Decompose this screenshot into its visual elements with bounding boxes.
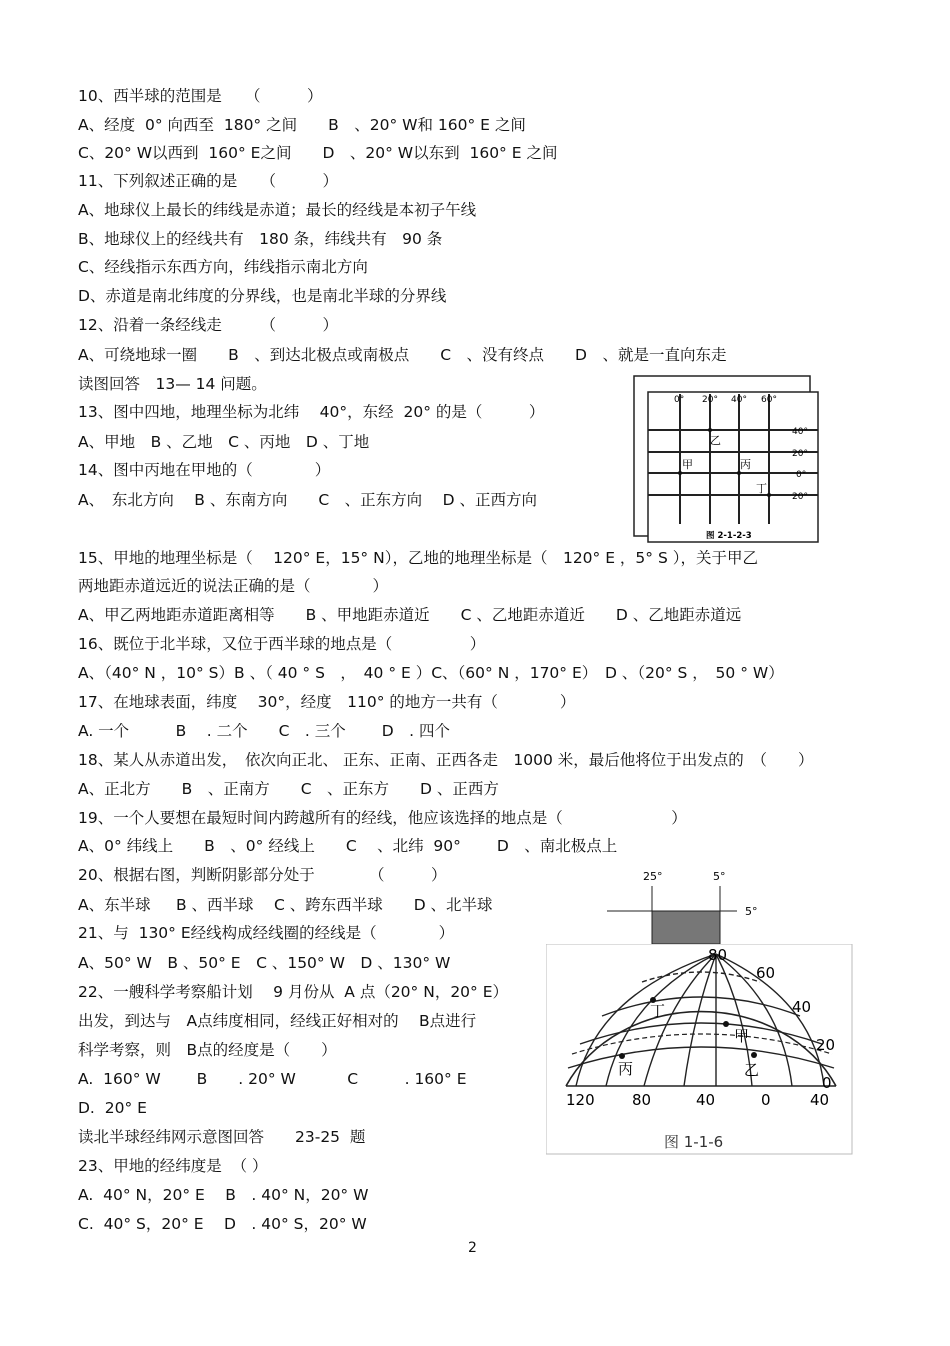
fig1-place-ding: 丁 <box>756 482 767 495</box>
fig3-place-bing: 丙 <box>618 1060 634 1078</box>
q13-14-intro: 读图回答 13— 14 问题。 <box>78 375 267 393</box>
fig2-top-label: 25° <box>643 870 663 883</box>
fig3-lat-label: 80 <box>708 946 728 964</box>
fig1-place-yi: 乙 <box>710 434 721 447</box>
fig2-side-label: 5° <box>745 905 758 918</box>
q14-stem: 14、图中丙地在甲地的（ ） <box>78 461 331 479</box>
q17-stem: 17、在地球表面，纬度 30°，经度 110° 的地方一共有（ ） <box>78 693 576 711</box>
fig1-place-jia: 甲 <box>682 458 693 471</box>
fig3-place-ding: 丁 <box>650 1002 666 1020</box>
fig3-place-yi: 乙 <box>744 1061 760 1079</box>
fig2-top-label: 5° <box>713 870 726 883</box>
q14-options: A、 东北方向 B 、东南方向 C 、正东方向 D 、正西方向 <box>78 491 537 509</box>
q18-options: A、正北方 B 、正南方 C 、正东方 D 、正西方 <box>78 780 499 798</box>
q11-option-a: A、地球仪上最长的纬线是赤道；最长的经线是本初子午线 <box>78 201 477 219</box>
q11-option-c: C、经线指示东西方向，纬线指示南北方向 <box>78 258 368 276</box>
fig1-top-label: 60° <box>761 395 777 405</box>
q12-stem: 12、沿着一条经线走 （ ） <box>78 316 338 334</box>
q23-options-cd: C. 40° S，20° E D . 40° S，20° W <box>78 1215 367 1233</box>
q20-stem: 20、根据右图，判断阴影部分处于 （ ） <box>78 866 447 884</box>
q11-option-b: B、地球仪上的经线共有 180 条，纬线共有 90 条 <box>78 230 443 248</box>
q10-stem: 10、西半球的范围是 （ ） <box>78 87 323 105</box>
fig3-lat-label: 60 <box>756 964 776 982</box>
q19-options: A、0° 纬线上 B 、0° 经线上 C 、北纬 90° D 、南北极点上 <box>78 837 618 855</box>
q15-stem-1: 15、甲地的地理坐标是（ 120° E，15° N），乙地的地理坐标是（ 120° E ，5° S ），关于甲乙 <box>78 549 758 567</box>
q10-options-ab: A、经度 0° 向西至 180° 之间 B 、20° W和 160° E 之间 <box>78 116 526 134</box>
q23-options-ab: A. 40° N，20° E B . 40° N，20° W <box>78 1186 369 1204</box>
fig1-right-label: 20° <box>792 449 808 459</box>
q22-option-d: D. 20° E <box>78 1099 147 1117</box>
q21-stem: 21、与 130° E经线构成经线圈的经线是（ ） <box>78 924 455 942</box>
fig1-right-label: 40° <box>792 427 808 437</box>
shaded-area-figure <box>605 866 795 946</box>
fig1-top-label: 20° <box>702 395 718 405</box>
fig1-place-bing: 丙 <box>740 458 751 471</box>
q18-stem: 18、某人从赤道出发， 依次向正北、 正东、正南、正西各走 1000 米，最后他将位于出发点的 （ ） <box>78 751 814 769</box>
q21-options: A、50° W B 、50° E C 、150° W D 、130° W <box>78 954 451 972</box>
page-number: 2 <box>468 1240 477 1256</box>
fig1-top-label: 0° <box>674 395 685 405</box>
fig3-lat-label: 0 <box>822 1074 832 1092</box>
fig3-lat-label: 40 <box>792 998 812 1016</box>
q12-options: A、可绕地球一圈 B 、到达北极点或南极点 C 、没有终点 D 、就是一直向东走 <box>78 346 727 364</box>
q11-stem: 11、下列叙述正确的是 （ ） <box>78 172 338 190</box>
q20-options: A、东半球 B 、西半球 C 、跨东西半球 D 、北半球 <box>78 896 493 914</box>
fig3-place-jia: 甲 <box>734 1027 750 1045</box>
fig3-bottom-label: 120 <box>566 1091 595 1109</box>
fig3-bottom-label: 0 <box>761 1091 771 1109</box>
q11-option-d: D、赤道是南北纬度的分界线，也是南北半球的分界线 <box>78 287 447 305</box>
fig1-caption: 图 2-1-2-3 <box>706 531 752 541</box>
q23-stem: 23、甲地的经纬度是 （ ） <box>78 1157 268 1175</box>
q23-25-intro: 读北半球经纬网示意图回答 23-25 题 <box>78 1128 366 1146</box>
q19-stem: 19、一个人要想在最短时间内跨越所有的经线，他应该选择的地点是（ ） <box>78 809 687 827</box>
q22-stem-1: 22、一艘科学考察船计划 9 月份从 A 点（20° N，20° E） <box>78 983 509 1001</box>
q13-options: A、甲地 B 、乙地 C 、丙地 D 、丁地 <box>78 433 370 451</box>
fig3-lat-label: 20 <box>816 1036 836 1054</box>
fig1-right-label: 0° <box>796 470 807 480</box>
q22-options-abc: A. 160° W B . 20° W C . 160° E <box>78 1070 467 1088</box>
q16-options: A、（40° N ，10° S）B 、（ 40 ° S ， 40 ° E ）C、（60° N ，170° E） D 、（20° S ， 50 ° W） <box>78 664 784 682</box>
fig3-bottom-label: 40 <box>696 1091 716 1109</box>
q13-stem: 13、图中四地，地理坐标为北纬 40°，东经 20° 的是（ ） <box>78 403 545 421</box>
q16-stem: 16、既位于北半球，又位于西半球的地点是（ ） <box>78 635 486 653</box>
q22-stem-2: 出发，到达与 A点纬度相同，经线正好相对的 B点进行 <box>78 1012 477 1030</box>
grid-map-figure <box>632 374 820 546</box>
q17-options: A. 一个 B . 二个 C . 三个 D . 四个 <box>78 722 450 740</box>
q22-stem-3: 科学考察，则 B点的经度是（ ） <box>78 1041 337 1059</box>
fig1-right-label: 20° <box>792 492 808 502</box>
q10-options-cd: C、20° W以西到 160° E之间 D 、20° W以东到 160° E 之间 <box>78 144 558 162</box>
fig3-caption: 图 1-1-6 <box>664 1133 724 1151</box>
northern-hemisphere-grid-figure <box>546 944 854 1156</box>
fig3-bottom-label: 40 <box>810 1091 830 1109</box>
fig1-top-label: 40° <box>731 395 747 405</box>
q15-options: A、甲乙两地距赤道距离相等 B 、甲地距赤道近 C 、乙地距赤道近 D 、乙地距赤道远 <box>78 606 742 624</box>
q15-stem-2: 两地距赤道远近的说法正确的是（ ） <box>78 577 389 595</box>
fig3-bottom-label: 80 <box>632 1091 652 1109</box>
